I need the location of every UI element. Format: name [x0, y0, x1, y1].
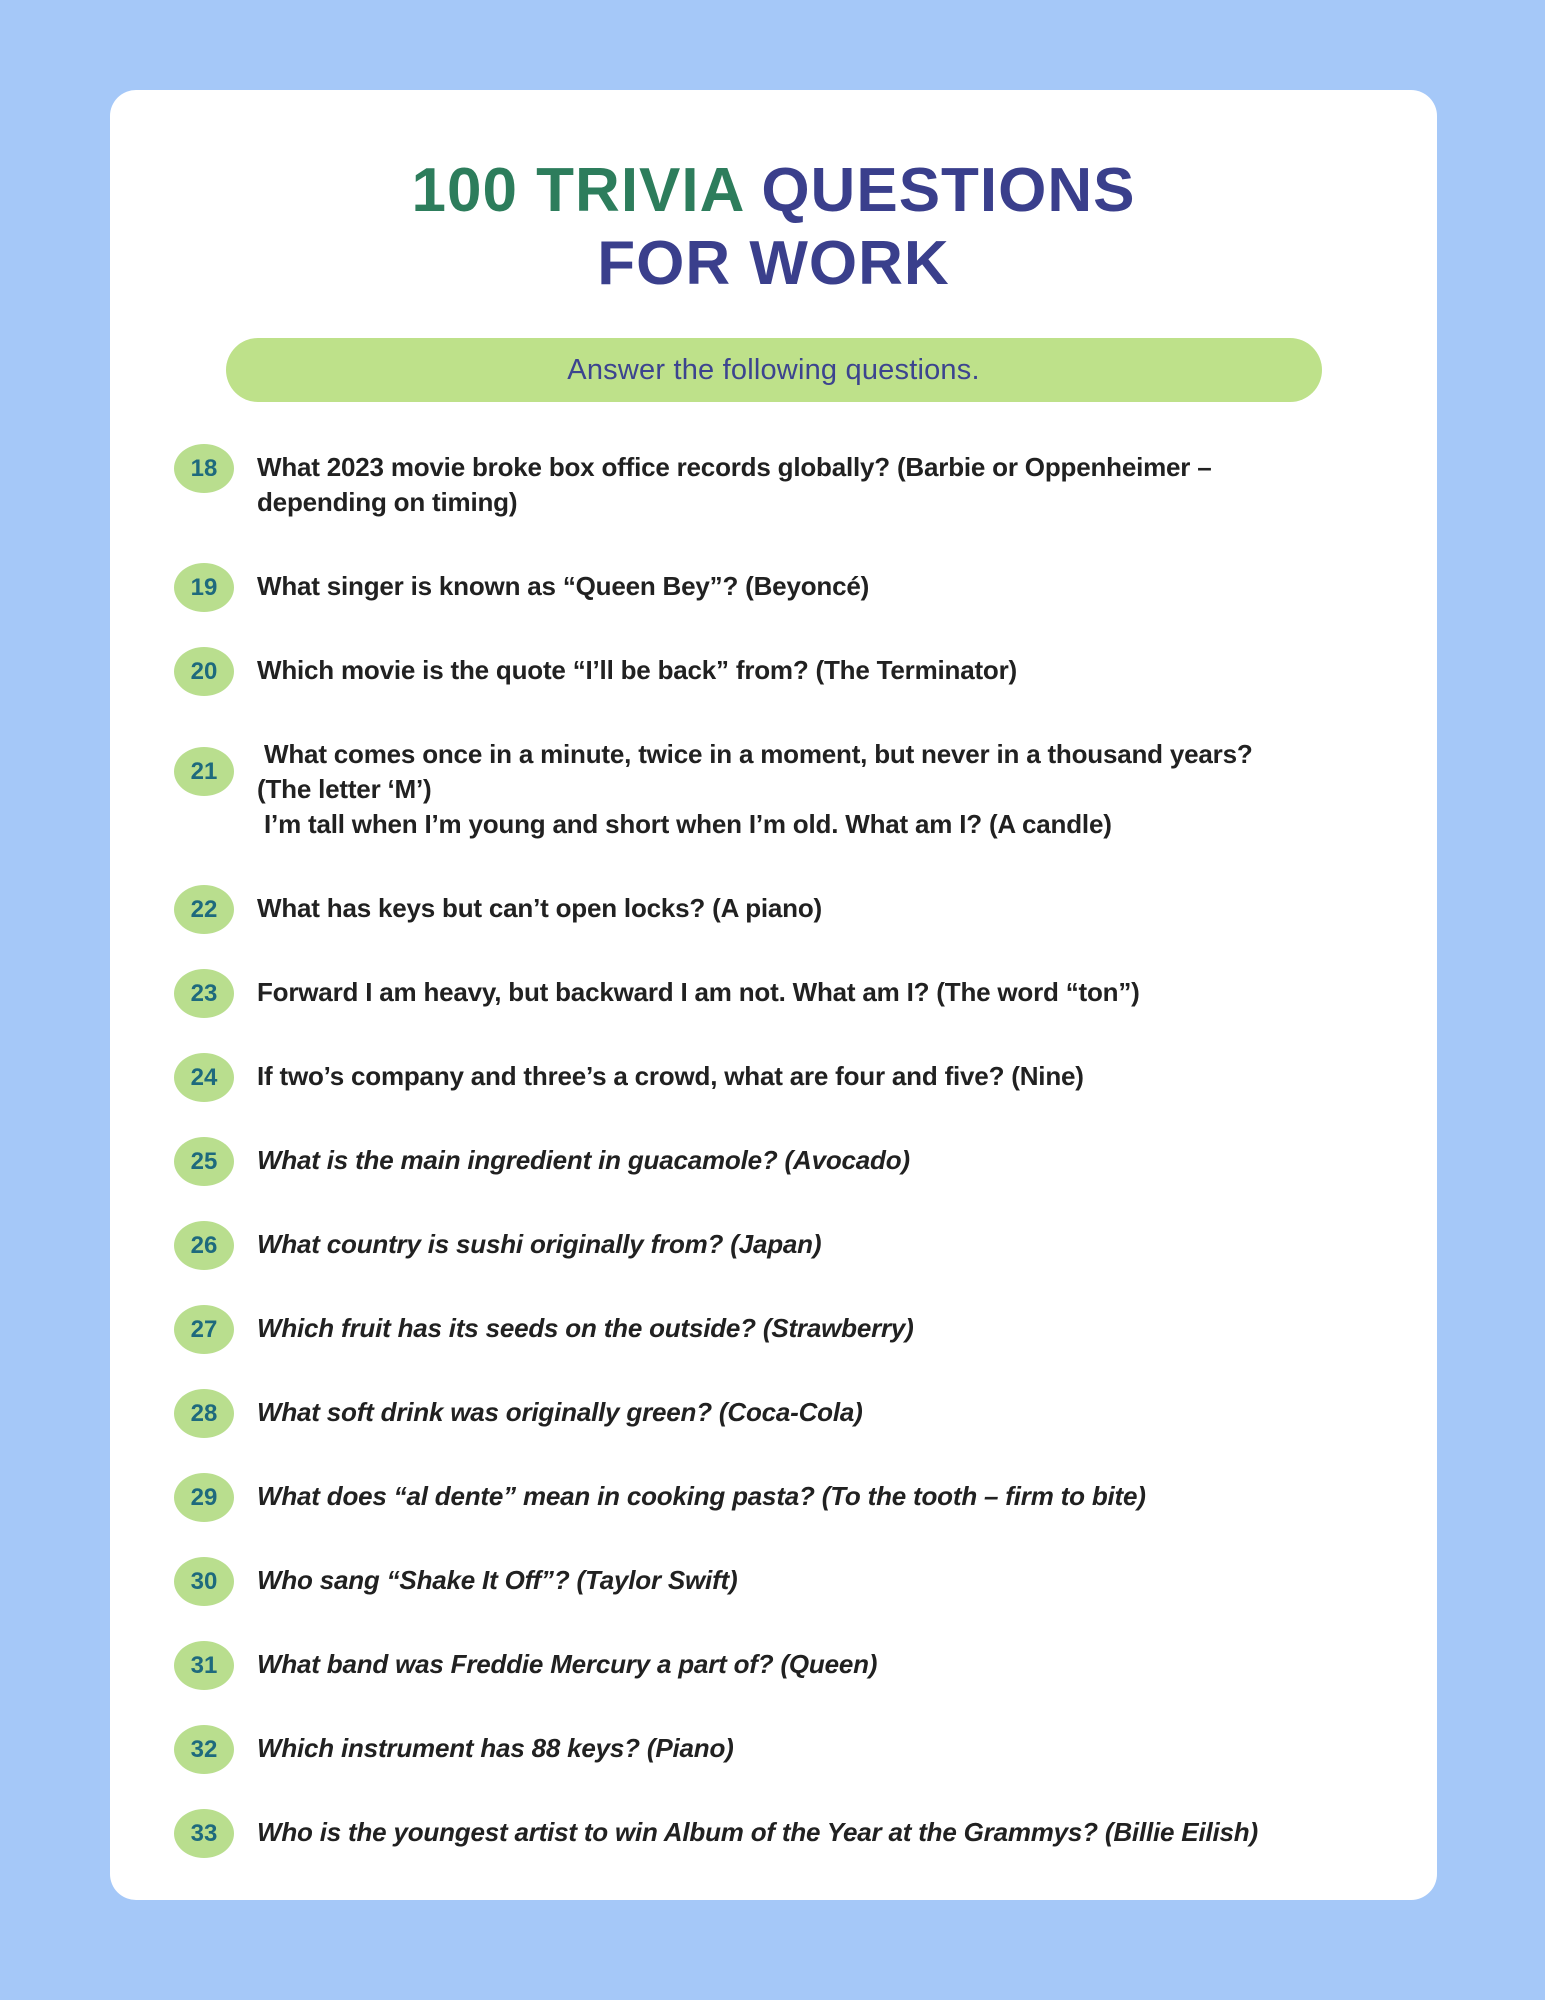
question-number: 33: [190, 1819, 218, 1847]
question-text: [257, 1311, 914, 1346]
question-line: What band was Freddie Mercury a part of? (Queen): [257, 1649, 878, 1679]
question-line: Forward I am heavy, but backward I am not. What am I? (The word “ton”): [257, 977, 1140, 1007]
question-line: What has keys but can’t open locks? (A piano): [257, 893, 823, 923]
question-number: 21: [190, 757, 218, 785]
question-line: Who is the youngest artist to win Album of the Year at the Grammys? (Billie Eilish): [257, 1817, 1258, 1847]
question-text: [257, 1731, 734, 1766]
question-number-badge: [174, 969, 234, 1018]
title-line-1: [110, 154, 1437, 227]
question-number-badge: [174, 647, 234, 696]
question-number: 19: [190, 573, 218, 601]
question-number: 26: [190, 1231, 218, 1259]
question-line: What singer is known as “Queen Bey”? (Beyoncé): [257, 571, 870, 601]
question-row: [174, 653, 1407, 696]
question-text: [257, 1815, 1258, 1850]
question-number-badge: [174, 1305, 234, 1354]
question-text: [257, 737, 1253, 842]
title-navy-text: QUESTIONS: [743, 156, 1136, 225]
question-text: [257, 569, 869, 604]
question-line: Who sang “Shake It Off”? (Taylor Swift): [257, 1565, 738, 1595]
question-row: [174, 1563, 1407, 1606]
instruction-banner: [226, 338, 1322, 402]
question-row: [174, 569, 1407, 612]
question-number-badge: [174, 1221, 234, 1270]
question-line: What is the main ingredient in guacamole? (Avocado): [257, 1145, 910, 1175]
question-number: 23: [190, 979, 218, 1007]
question-number: 25: [190, 1147, 218, 1175]
question-text: [257, 1059, 1084, 1094]
question-row: [174, 975, 1407, 1018]
question-line: What does “al dente” mean in cooking pasta? (To the tooth – firm to bite): [257, 1481, 1146, 1511]
question-text: [257, 1143, 910, 1178]
question-number-badge: [174, 1389, 234, 1438]
question-row: [174, 1479, 1407, 1522]
question-line: (The letter ‘M’): [257, 774, 432, 804]
question-row: [174, 1143, 1407, 1186]
question-row: [174, 1731, 1407, 1774]
question-number: 27: [190, 1315, 218, 1343]
question-row: [174, 1395, 1407, 1438]
question-row: [174, 737, 1407, 842]
question-line: Which instrument has 88 keys? (Piano): [257, 1733, 734, 1763]
question-number-badge: [174, 1725, 234, 1774]
question-row: [174, 1311, 1407, 1354]
question-number: 30: [190, 1567, 218, 1595]
question-text: [257, 975, 1140, 1010]
question-row: [174, 1227, 1407, 1270]
question-number-badge: [174, 444, 234, 493]
question-number: 29: [190, 1483, 218, 1511]
question-number-badge: [174, 747, 234, 796]
question-number-badge: [174, 1137, 234, 1186]
question-row: [174, 1059, 1407, 1102]
question-number-badge: [174, 1473, 234, 1522]
question-line: What soft drink was originally green? (Coca-Cola): [257, 1397, 863, 1427]
question-row: [174, 1647, 1407, 1690]
question-number: 28: [190, 1399, 218, 1427]
question-line: What comes once in a minute, twice in a moment, but never in a thousand years?: [257, 739, 1253, 769]
question-text: [257, 450, 1211, 520]
question-number-badge: [174, 563, 234, 612]
question-number: 20: [190, 657, 218, 685]
question-text: [257, 1479, 1146, 1514]
question-line: If two’s company and three’s a crowd, what are four and five? (Nine): [257, 1061, 1084, 1091]
title-green-text: 100 TRIVIA: [411, 156, 744, 225]
question-text: [257, 653, 1017, 688]
page-title: [110, 154, 1437, 300]
question-text: [257, 1647, 877, 1682]
title-line-2: [110, 227, 1437, 300]
instruction-text: Answer the following questions.: [567, 353, 980, 386]
question-number: 32: [190, 1735, 218, 1763]
question-number-badge: [174, 885, 234, 934]
question-row: [174, 1815, 1407, 1858]
question-line: Which movie is the quote “I’ll be back” from? (The Terminator): [257, 655, 1017, 685]
question-text: [257, 1395, 863, 1430]
question-number: 22: [190, 895, 218, 923]
question-text: [257, 891, 822, 926]
question-number-badge: [174, 1641, 234, 1690]
question-row: [174, 891, 1407, 934]
question-line: What 2023 movie broke box office records globally? (Barbie or Oppenheimer –: [257, 452, 1212, 482]
question-text: [257, 1563, 737, 1598]
title-line2-text: FOR WORK: [597, 229, 950, 298]
question-line: depending on timing): [257, 487, 518, 517]
question-number: 24: [190, 1063, 218, 1091]
worksheet-card: [110, 90, 1437, 1900]
question-number-badge: [174, 1053, 234, 1102]
question-number: 18: [190, 454, 218, 482]
question-number-badge: [174, 1557, 234, 1606]
question-line: I’m tall when I’m young and short when I’m old. What am I? (A candle): [257, 809, 1112, 839]
question-text: [257, 1227, 821, 1262]
question-line: What country is sushi originally from? (Japan): [257, 1229, 822, 1259]
question-number: 31: [190, 1651, 218, 1679]
question-row: [174, 450, 1407, 520]
question-line: Which fruit has its seeds on the outside? (Strawberry): [257, 1313, 914, 1343]
question-number-badge: [174, 1809, 234, 1858]
